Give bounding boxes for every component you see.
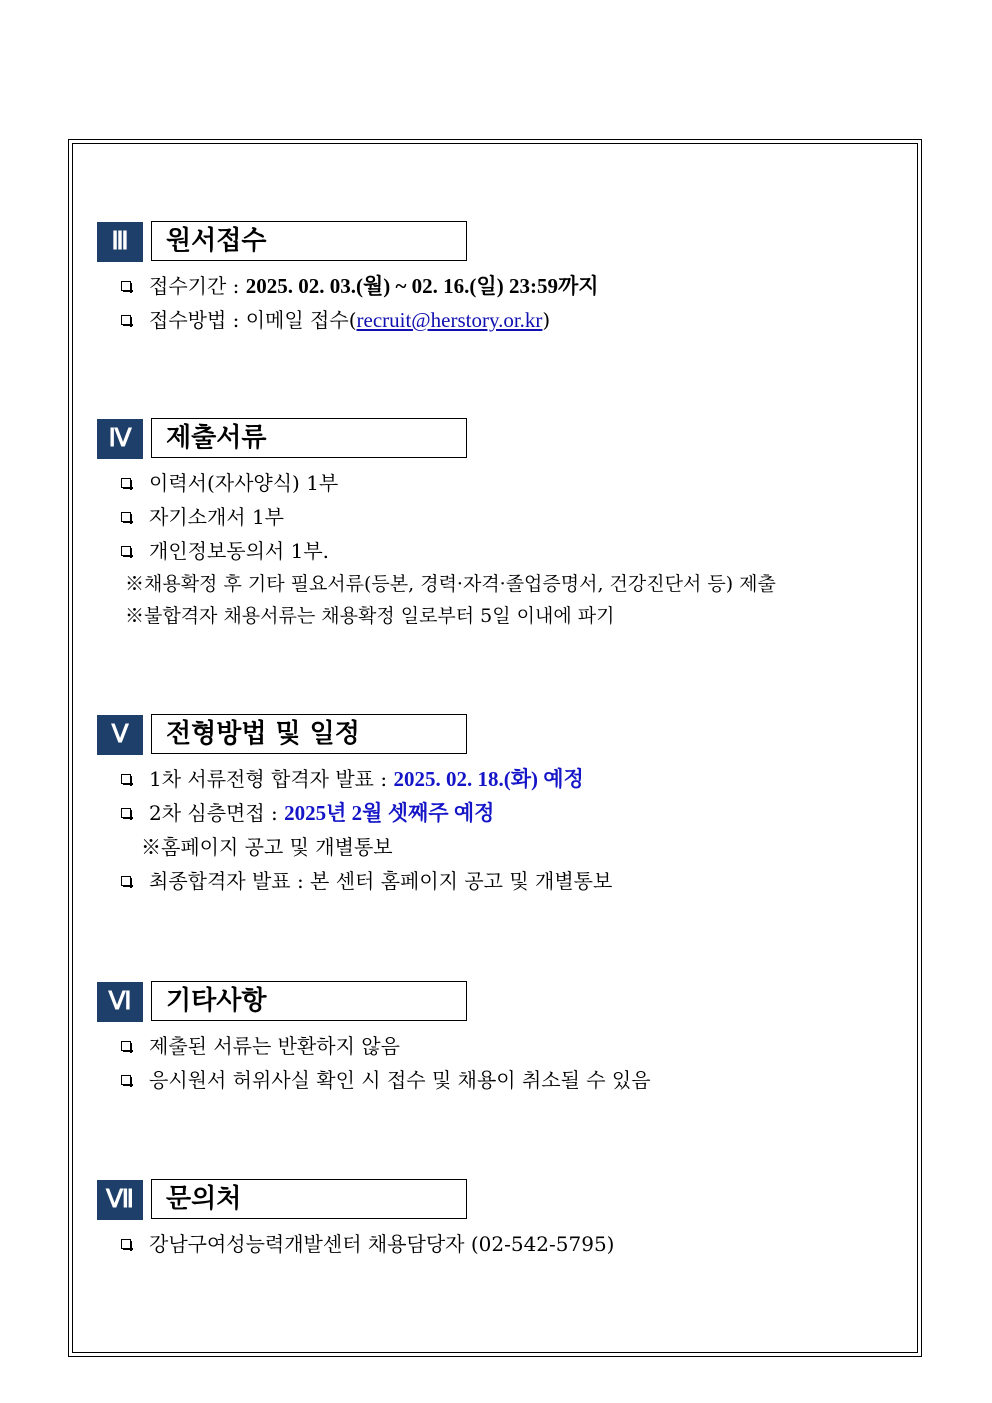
item-text: 제출된 서류는 반환하지 않음 — [149, 1034, 400, 1058]
section-application — [97, 221, 599, 337]
checkbox-bullet-icon — [121, 808, 131, 818]
list-item — [97, 303, 599, 337]
note-text: ※홈페이지 공고 및 개별통보 — [141, 835, 393, 859]
section-number: Ⅶ — [97, 1180, 143, 1220]
note-text: ※불합격자 채용서류는 채용확정 일로부터 5일 이내에 파기 — [125, 605, 615, 627]
checkbox-bullet-icon — [121, 478, 131, 488]
checkbox-bullet-icon — [121, 546, 131, 556]
item-text: 자기소개서 1부 — [149, 505, 285, 529]
checkbox-bullet-icon — [121, 1041, 131, 1051]
checkbox-bullet-icon — [121, 512, 131, 522]
document-frame — [68, 139, 922, 1357]
list-item — [97, 1063, 651, 1097]
section-title: 기타사항 — [151, 981, 467, 1021]
section-contact — [97, 1179, 614, 1261]
item-label: 2차 심층면접 : — [149, 801, 285, 825]
list-item — [97, 466, 776, 500]
item-text: 최종합격자 발표 : 본 센터 홈페이지 공고 및 개별통보 — [149, 869, 613, 893]
list-item — [97, 1227, 614, 1261]
checkbox-bullet-icon — [121, 774, 131, 784]
section-documents — [97, 418, 776, 632]
checkbox-bullet-icon — [121, 1075, 131, 1085]
item-text: 응시원서 허위사실 확인 시 접수 및 채용이 취소될 수 있음 — [149, 1068, 651, 1092]
section-heading — [97, 418, 776, 460]
section-number: Ⅵ — [97, 982, 143, 1022]
section-misc — [97, 981, 651, 1097]
item-text: 개인정보동의서 1부. — [149, 539, 329, 563]
list-item — [97, 796, 612, 830]
section-title: 제출서류 — [151, 418, 467, 458]
item-label: 1차 서류전형 합격자 발표 : — [149, 767, 394, 791]
checkbox-bullet-icon — [121, 281, 131, 291]
checkbox-bullet-icon — [121, 315, 131, 325]
list-item — [97, 534, 776, 568]
section-title: 문의처 — [151, 1179, 467, 1219]
email-link[interactable]: recruit@herstory.or.kr — [356, 308, 543, 332]
list-item — [97, 269, 599, 303]
section-title: 원서접수 — [151, 221, 467, 261]
section-heading — [97, 981, 651, 1023]
list-item — [97, 864, 612, 898]
list-item — [97, 500, 776, 534]
checkbox-bullet-icon — [121, 876, 131, 886]
item-text: 이력서(자사양식) 1부 — [149, 471, 339, 495]
item-label: 접수방법 : 이메일 접수( — [149, 308, 357, 332]
note-text: ※채용확정 후 기타 필요서류(등본, 경력·자격·졸업증명서, 건강진단서 등) 제출 — [125, 573, 776, 595]
checkbox-bullet-icon — [121, 1239, 131, 1249]
section-schedule — [97, 714, 612, 898]
item-value: 2025. 02. 18.(화) 예정 — [393, 767, 584, 791]
item-suffix: ) — [542, 308, 551, 332]
item-text: 강남구여성능력개발센터 채용담당자 (02-542-5795) — [149, 1232, 615, 1256]
list-item — [97, 762, 612, 796]
item-value: 2025. 02. 03.(월) ~ 02. 16.(일) 23:59까지 — [245, 274, 599, 298]
item-label: 접수기간 : — [149, 274, 246, 298]
section-heading — [97, 1179, 614, 1221]
list-item — [97, 1029, 651, 1063]
section-number: Ⅳ — [97, 419, 143, 459]
section-heading — [97, 221, 599, 263]
section-number: Ⅴ — [97, 715, 143, 755]
section-title: 전형방법 및 일정 — [151, 714, 467, 754]
section-heading — [97, 714, 612, 756]
item-value: 2025년 2월 셋째주 예정 — [284, 801, 495, 825]
section-number: Ⅲ — [97, 222, 143, 262]
